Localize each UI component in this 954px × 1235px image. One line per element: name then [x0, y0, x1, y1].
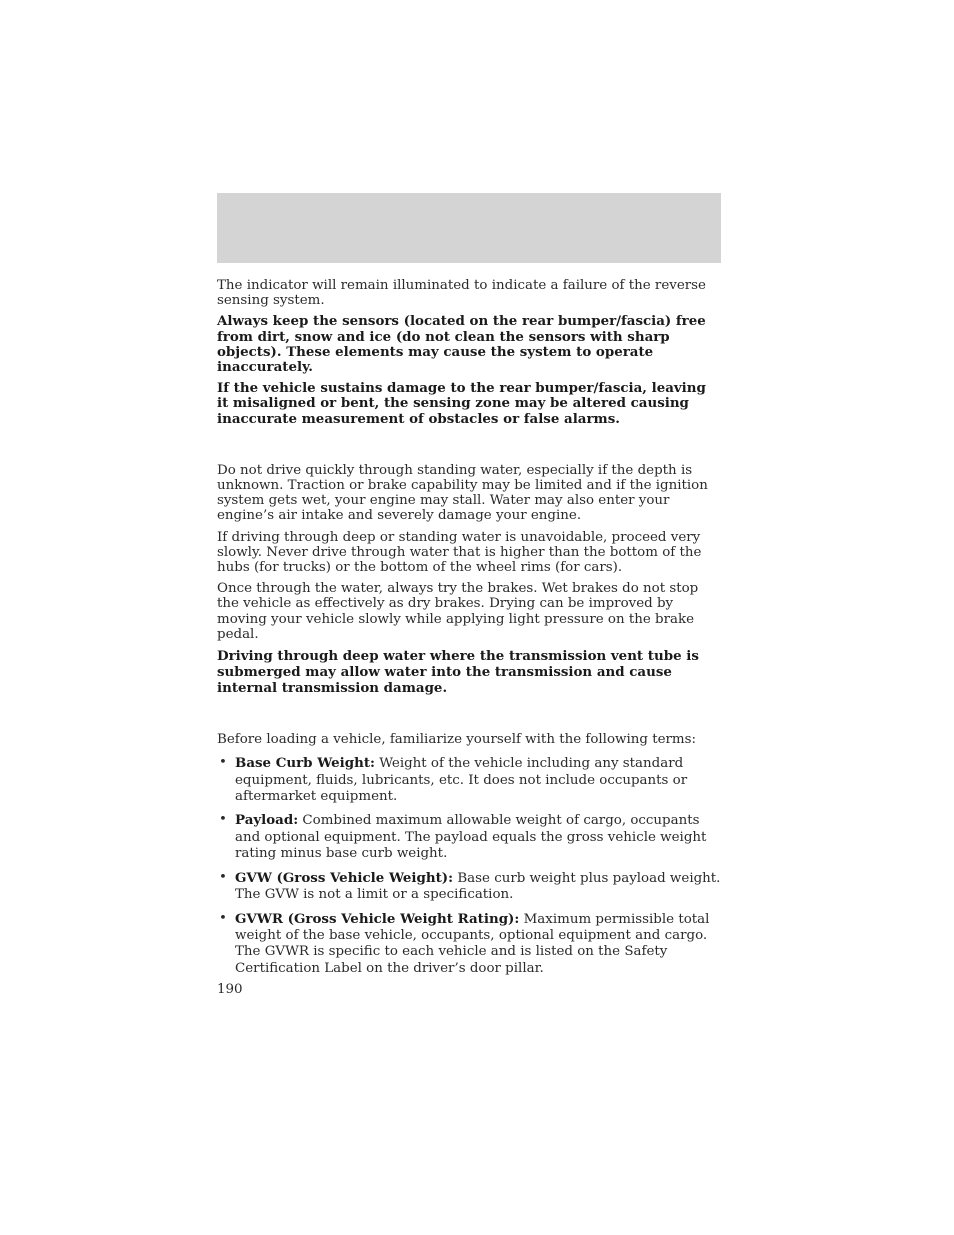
sensor-cleaning-warning: Always keep the sensors (located on the rear bumper/fascia) free from dirt, snow and ice (do not clean the sensors with sharp objects). These elements may cause the system to operate inaccurately.: [217, 313, 706, 376]
reverse-sensing-intro: The indicator will remain illuminated to indicate a failure of the reverse sensing system.: [217, 278, 706, 309]
term-label: GVW (Gross Vehicle Weight):: [235, 869, 454, 886]
page-content: [217, 278, 721, 984]
list-item: [217, 870, 721, 904]
loading-intro: Before loading a vehicle, familiarize yourself with the following terms:: [217, 732, 697, 748]
term-label: Base Curb Weight:: [235, 755, 375, 772]
page-number: 190: [217, 982, 243, 997]
bullet-icon: •: [219, 910, 227, 926]
water-paragraph-3: Once through the water, always try the brakes. Wet brakes do not stop the vehicle as effectively as dry brakes. Drying can be improved by moving your vehicle slowly while applying light pressure on the brake pedal.: [217, 581, 699, 642]
loading-terms-list: [217, 755, 721, 977]
water-paragraph-2: If driving through deep or standing water is unavoidable, proceed very slowly. Never drive through water that is higher than the bottom of the hubs (for trucks) or the bottom of the wheel rims (for cars).: [217, 529, 702, 576]
term-definition: Maximum permissible total weight of the base vehicle, occupants, optional equipment and cargo. The GVWR is specific to each vehicle and is listed on the Safety Certification Label on the driver’s door pillar.: [235, 911, 710, 976]
water-paragraph-1: Do not drive quickly through standing water, especially if the depth is unknown. Traction or brake capability may be limited and if the ignition system gets wet, your engine may stall. Water may also enter your engine’s air intake and severely damage your engine.: [217, 462, 708, 524]
section-spacer: [217, 433, 721, 463]
transmission-water-warning: Driving through deep water where the transmission vent tube is submerged may allow water into the transmission and cause internal transmission damage.: [217, 648, 699, 697]
term-definition: Combined maximum allowable weight of cargo, occupants and optional equipment. The payload equals the gross vehicle weight rating minus base curb weight.: [235, 813, 707, 862]
section-spacer: [217, 702, 721, 732]
bumper-damage-warning: If the vehicle sustains damage to the rear bumper/fascia, leaving it misaligned or bent, the sensing zone may be altered causing inaccurate measurement of obstacles or false alarms.: [217, 380, 706, 427]
term-definition: Base curb weight plus payload weight. The GVW is not a limit or a specification.: [235, 870, 721, 903]
list-item: [217, 911, 721, 978]
bullet-icon: •: [219, 869, 227, 885]
bullet-icon: •: [219, 812, 227, 828]
list-item: [217, 755, 721, 805]
list-item: [217, 812, 721, 862]
term-definition: Weight of the vehicle including any standard equipment, fluids, lubricants, etc. It does not include occupants or aftermarket equipment.: [235, 756, 688, 805]
bullet-icon: •: [219, 755, 227, 771]
term-label: Payload:: [235, 812, 299, 829]
section-header-band: [217, 193, 721, 263]
term-label: GVWR (Gross Vehicle Weight Rating):: [235, 910, 520, 927]
